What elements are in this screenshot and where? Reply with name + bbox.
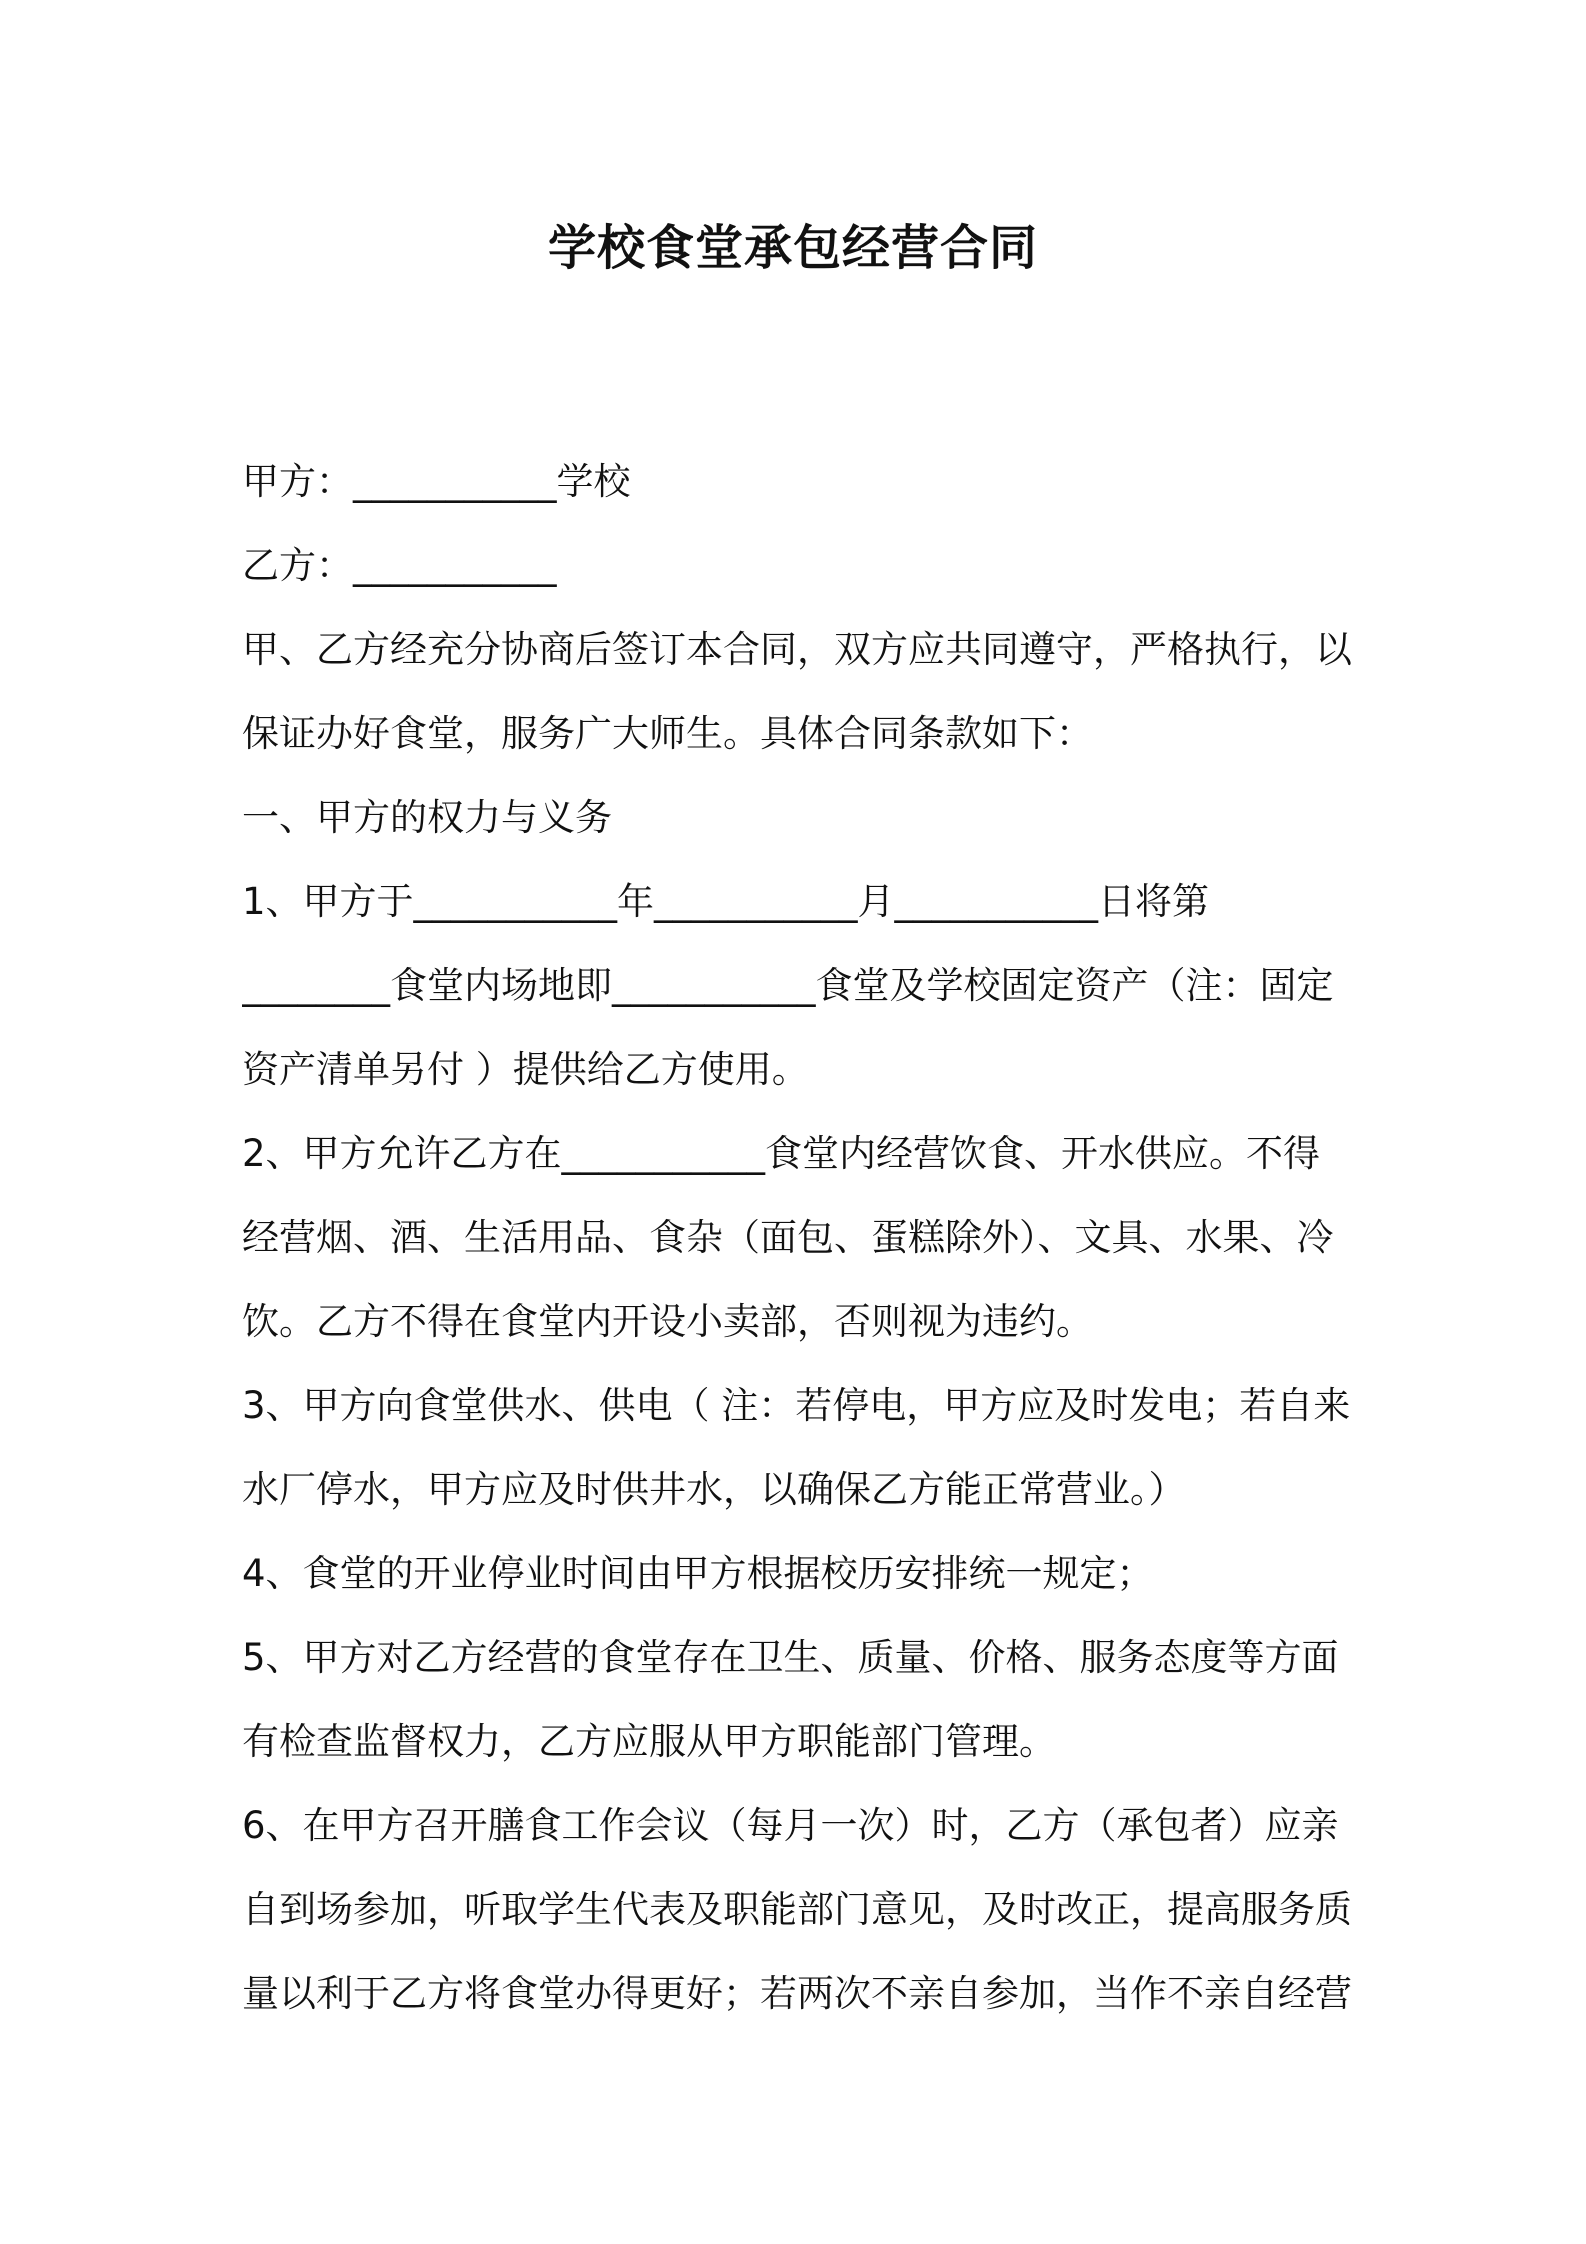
clause-5-line: 5、甲方对乙方经营的食堂存在卫生、质量、价格、服务态度等方面 xyxy=(242,1636,1339,1679)
clause-1-line: 资产清单另付 ）提供给乙方使用。 xyxy=(242,1048,809,1091)
clause-2-line: 饮。乙方不得在食堂内开设小卖部，否则视为违约。 xyxy=(242,1300,1093,1343)
preamble-line: 甲、乙方经充分协商后签订本合同，双方应共同遵守，严格执行，以 xyxy=(242,628,1352,671)
clause-4-line: 4、食堂的开业停业时间由甲方根据校历安排统一规定； xyxy=(242,1552,1154,1595)
clause-2-line: 经营烟、酒、生活用品、食杂（面包、蛋糕除外）、文具、水果、冷 xyxy=(242,1216,1334,1259)
clause-1-line: 1、甲方于___________年___________月___________日将第 xyxy=(242,880,1210,923)
document-body xyxy=(242,440,1358,2036)
document-title: 学校食堂承包经营合同 xyxy=(547,220,1038,276)
clause-3-line: 水厂停水，甲方应及时供井水，以确保乙方能正常营业。） xyxy=(242,1468,1186,1511)
clause-6-line: 6、在甲方召开膳食工作会议（每月一次）时，乙方（承包者）应亲 xyxy=(242,1804,1339,1847)
clause-5-line: 有检查监督权力，乙方应服从甲方职能部门管理。 xyxy=(242,1720,1056,1763)
clause-2-line: 2、甲方允许乙方在___________食堂内经营饮食、开水供应。不得 xyxy=(242,1132,1321,1175)
party-b-line: 乙方：___________ xyxy=(242,544,557,587)
preamble-line: 保证办好食堂，服务广大师生。具体合同条款如下： xyxy=(242,712,1093,755)
clause-1-line: ________食堂内场地即___________食堂及学校固定资产（注：固定 xyxy=(242,964,1334,1007)
section-heading: 一、甲方的权力与义务 xyxy=(242,796,612,839)
clause-3-line: 3、甲方向食堂供水、供电（ 注：若停电，甲方应及时发电；若自来 xyxy=(242,1384,1351,1427)
clause-6-line: 量以利于乙方将食堂办得更好；若两次不亲自参加，当作不亲自经营 xyxy=(242,1972,1352,2015)
party-a-line: 甲方：___________学校 xyxy=(242,460,631,503)
clause-6-line: 自到场参加，听取学生代表及职能部门意见，及时改正，提高服务质 xyxy=(242,1888,1352,1931)
